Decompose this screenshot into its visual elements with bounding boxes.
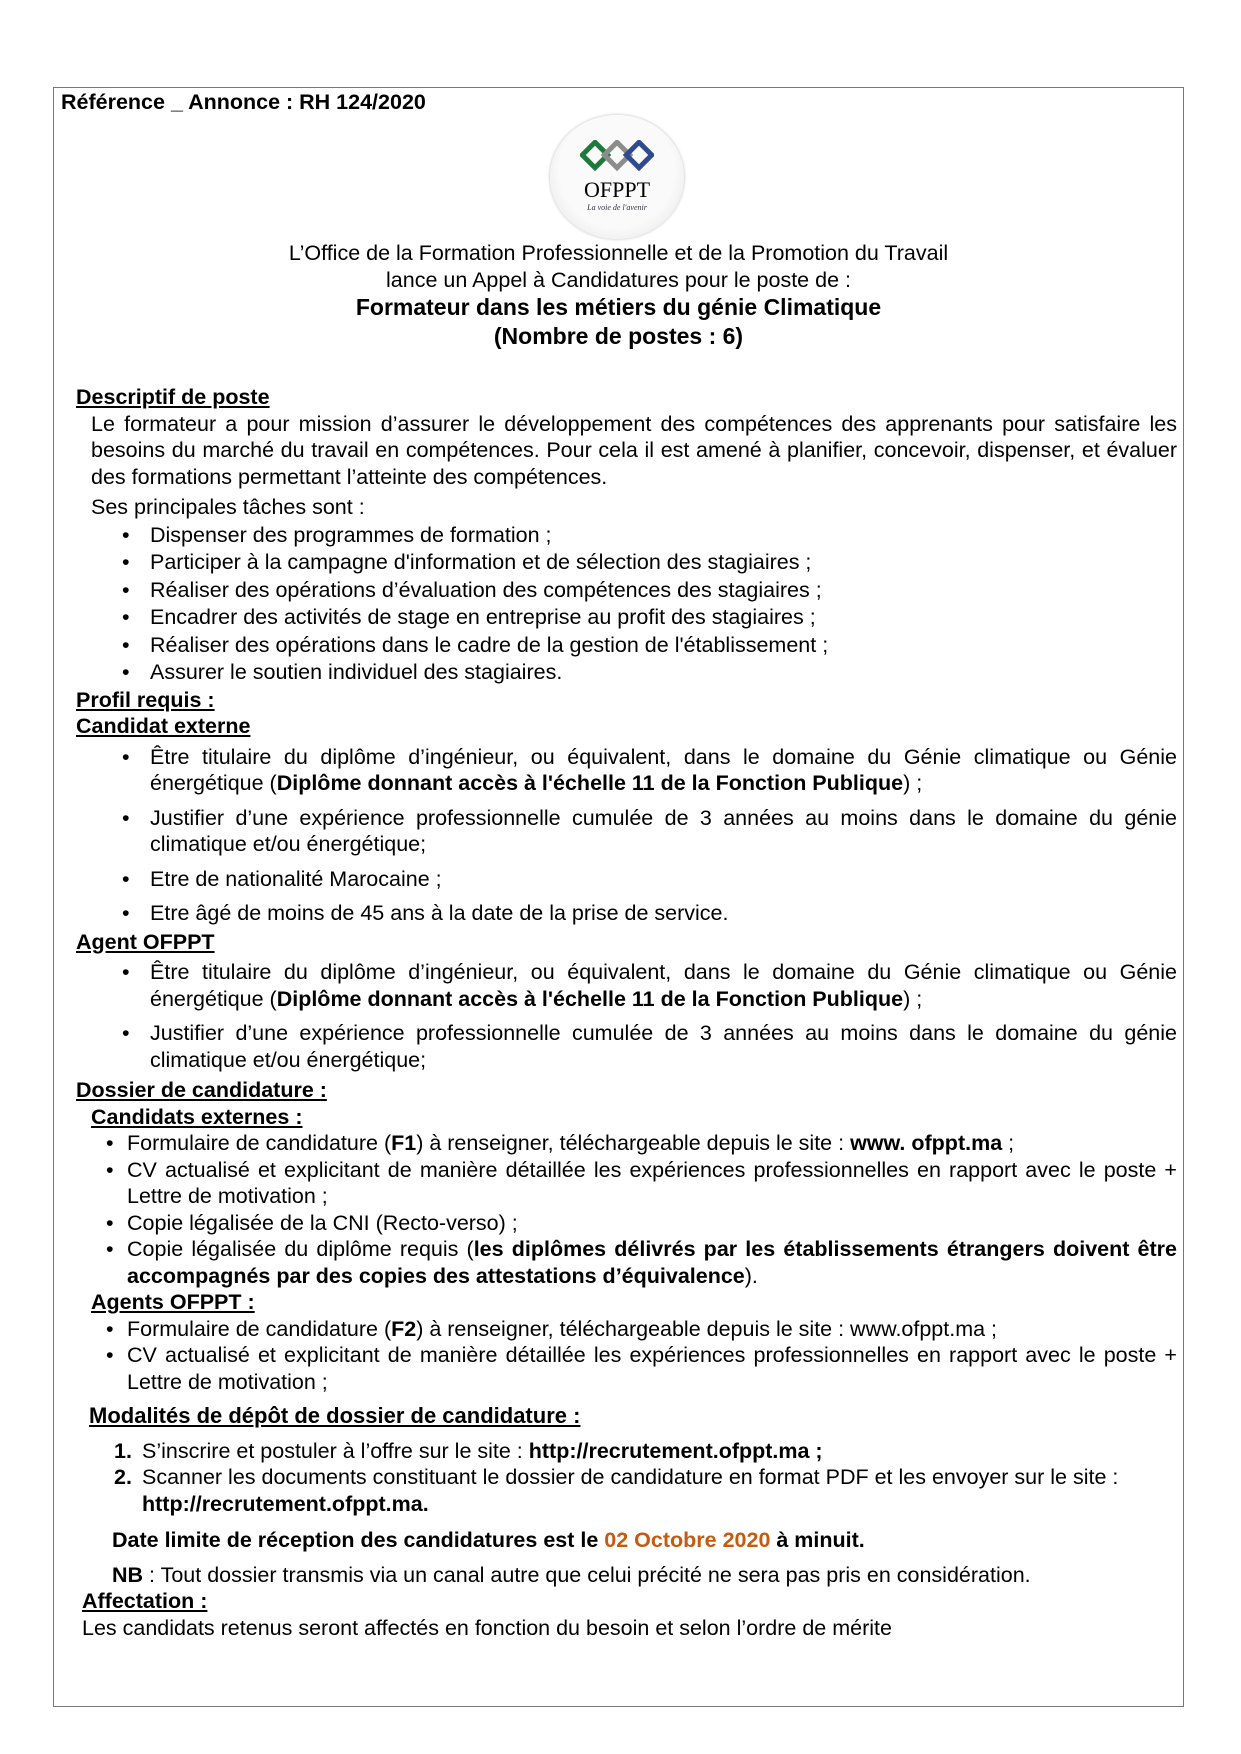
modalite-step [76,1438,1177,1465]
announcement-frame [53,87,1184,1707]
list-item [76,1342,1177,1395]
list-item: • Participer à la campagne d'information et de sélection des stagiaires ; [76,549,1177,576]
list-item [76,805,1177,858]
list-item-text: Diplôme donnant accès à l'échelle 11 de la Fonction Publique [276,771,904,795]
heading-dossier: Dossier de candidature : [76,1078,327,1102]
list-item: • Réaliser des opérations d’évaluation des compétences des stagiaires ; [76,577,1177,604]
list-item-text: ; [1002,1131,1015,1155]
logo-text: OFPPT [583,177,651,202]
list-item-text: Justifier d’une expérience professionnelle cumulée de 3 années au moins dans le domaine du génie climatique et/ou énergétique; [150,1021,1177,1072]
nb-note [76,1562,1177,1589]
agent-list [76,959,1177,1073]
step-link: http://recrutement.ofppt.ma ; [528,1438,823,1463]
list-item: • Réaliser des opérations dans le cadre de la gestion de l'établissement ; [76,632,1177,659]
list-item-text: ) à renseigner, téléchargeable depuis le site : www.ofppt.ma ; [416,1316,998,1341]
taches-list [76,522,1177,686]
list-item [76,1157,1177,1210]
list-item-text: Copie légalisée de la CNI (Recto-verso) ; [127,1210,518,1235]
list-item-text: Etre âgé de moins de 45 ans à la date de la prise de service. [150,901,729,925]
list-item-text: Justifier d’une expérience professionnelle cumulée de 3 années au moins dans le domaine du génie climatique et/ou énergétique; [150,805,1177,856]
intro-line: L’Office de la Formation Professionnelle et de la Promotion du Travail [288,241,949,265]
date-limite-text: Date limite de réception des candidatures est le [112,1528,605,1552]
step-number: 2. [114,1465,132,1489]
list-item-text: ). [744,1263,758,1288]
heading-agents-ofppt: Agents OFPPT : [91,1290,255,1314]
nb-label: NB [112,1562,144,1587]
list-item-text: CV actualisé et explicitant de manière détaillée les expériences professionnelles en rapport avec le poste + Lettre de motivation ; [127,1157,1177,1208]
heading-descriptif: Descriptif de poste [76,385,270,409]
ofppt-logo [550,115,684,239]
intro-line: lance un Appel à Candidatures pour le poste de : [386,268,851,292]
descriptif-text: Le formateur a pour mission d’assurer le développement des compétences des apprenants pour satisfaire les besoins du marché du travail en compétences. Pour cela il est amené à planifier, concevoir, dispenser, et évaluer des formations permettant l’atteinte des compétences. [91,411,1177,489]
step-number: 1. [114,1438,132,1463]
deadline-date: 02 Octobre 2020 [604,1528,771,1552]
list-item [76,1236,1177,1289]
list-item-text: ) à renseigner, téléchargeable depuis le site : [416,1131,851,1155]
list-item [76,1130,1177,1157]
dossier-agents-list [76,1316,1177,1396]
list-item [76,959,1177,1012]
list-item-text: Être titulaire du diplôme d’ingénieur, ou équivalent, dans le domaine du Génie climatique ou Génie énergétique ( [150,744,1177,795]
list-item-text: www. ofppt.ma [850,1131,1003,1155]
date-limite-text: à minuit. [770,1528,865,1552]
postes-count: (Nombre de postes : 6) [493,323,744,349]
title: Formateur dans les métiers du génie Climatique [355,294,882,320]
list-item-text: Copie légalisée du diplôme requis ( [127,1237,474,1261]
list-item [76,1210,1177,1237]
list-item: • Dispenser des programmes de formation ; [76,522,1177,549]
list-item [76,744,1177,797]
step-text: S’inscrire et postuler à l’offre sur le site : [142,1438,529,1463]
job-title [54,293,1183,351]
list-item-text: F1 [391,1131,417,1155]
date-limite [76,1527,1177,1554]
list-item-text: Diplôme donnant accès à l'échelle 11 de la Fonction Publique [276,986,904,1011]
logo-slogan: La voie de l'avenir [587,203,647,212]
list-item-text: Formulaire de candidature ( [127,1131,392,1155]
list-item: • Assurer le soutien individuel des stagiaires. [76,659,1177,686]
list-item-text: ) ; [903,771,923,795]
heading-candidat-externe: Candidat externe [76,714,251,738]
content [76,384,1177,1641]
modalites-list [76,1438,1177,1518]
reference: Référence _ Annonce : RH 124/2020 [61,90,426,114]
list-item: • Encadrer des activités de stage en entreprise au profit des stagiaires ; [76,604,1177,631]
externe-list [76,744,1177,927]
list-item-text: Etre de nationalité Marocaine ; [150,866,442,891]
list-item-text: Être titulaire du diplôme d’ingénieur, ou équivalent, dans le domaine du Génie climatique ou Génie énergétique ( [150,960,1177,1011]
chain-logo-icon [580,140,654,176]
list-item [76,1020,1177,1073]
heading-affectation: Affectation : [82,1589,208,1613]
heading-profil: Profil requis : [76,687,215,712]
list-item [76,900,1177,927]
affectation-text: Les candidats retenus seront affectés en fonction du besoin et selon l’ordre de mérite [82,1615,892,1640]
list-item-text: CV actualisé et explicitant de manière détaillée les expériences professionnelles en rapport avec le poste + Lettre de motivation ; [127,1343,1177,1394]
heading-candidats-externes: Candidats externes : [91,1104,303,1129]
list-item-text: ) ; [903,986,923,1011]
list-item-text: F2 [391,1316,417,1341]
nb-text: : Tout dossier transmis via un canal autre que celui précité ne sera pas pris en considération. [143,1562,1031,1587]
heading-modalites: Modalités de dépôt de dossier de candidature : [89,1403,581,1428]
list-item [76,1316,1177,1343]
list-item-text: les diplômes délivrés par les établissements étrangers doivent être accompagnés par des copies des attestations d’équivalence [127,1237,1177,1288]
heading-agent: Agent OFPPT [76,929,215,954]
step-link: http://recrutement.ofppt.ma. [142,1491,429,1516]
dossier-externes-list [76,1130,1177,1289]
step-text: Scanner les documents constituant le dossier de candidature en format PDF et les envoyer sur le site : [142,1465,1119,1489]
taches-intro: Ses principales tâches sont : [91,495,365,519]
list-item-text: Formulaire de candidature ( [127,1316,392,1341]
intro [54,240,1183,294]
list-item [76,866,1177,893]
modalite-step [76,1464,1177,1517]
